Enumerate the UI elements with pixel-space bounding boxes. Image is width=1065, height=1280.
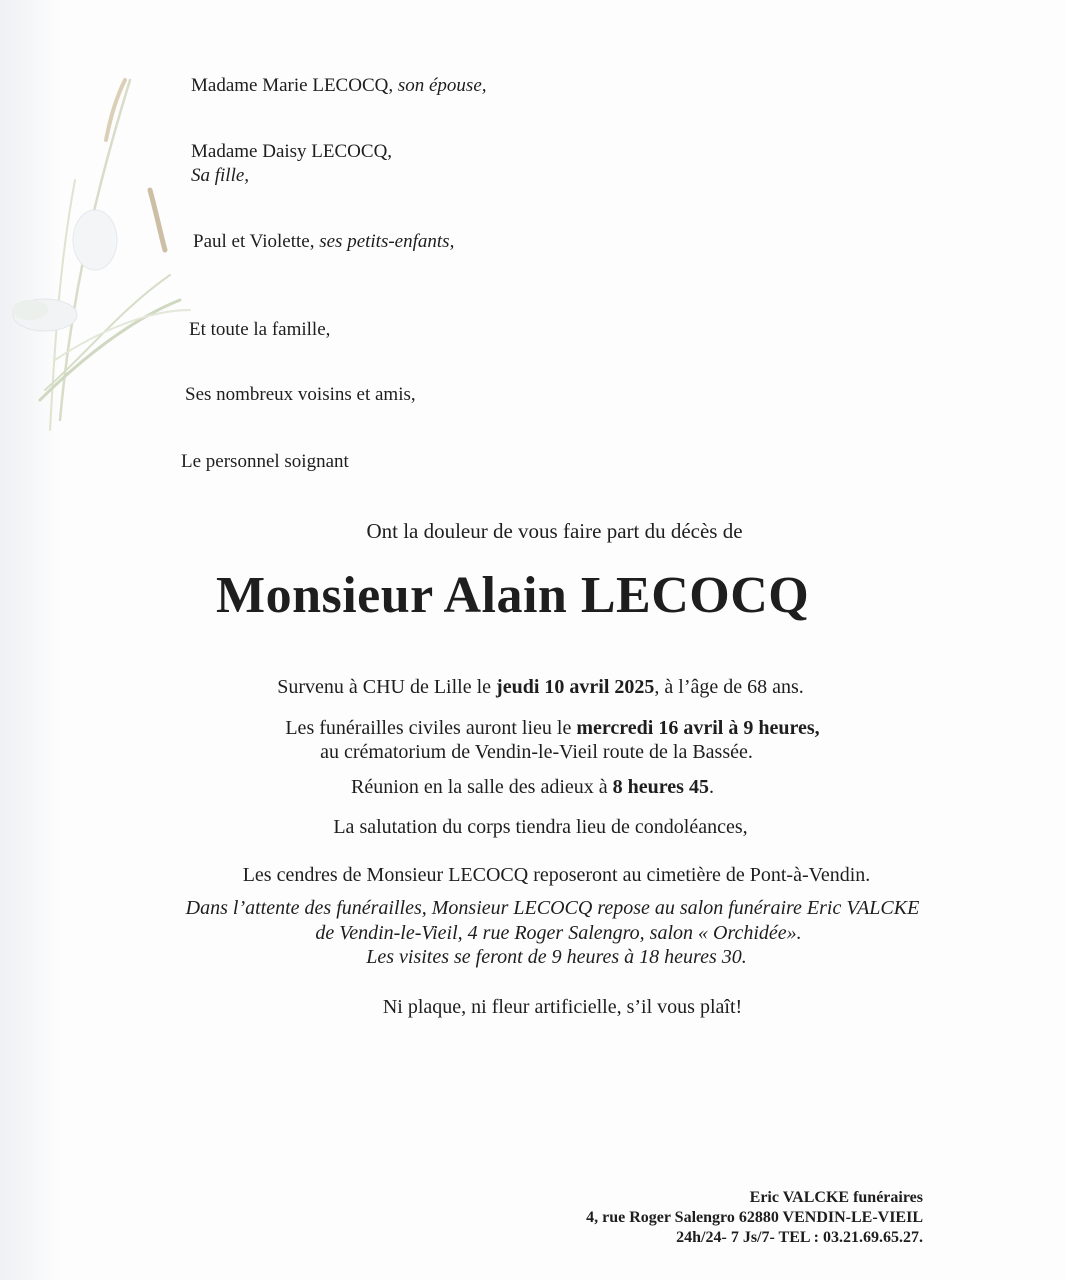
meeting-time: 8 heures 45 xyxy=(612,776,709,798)
salutation-line: La salutation du corps tiendra lieu de condoléances, xyxy=(333,816,748,838)
deceased-name: Monsieur Alain LECOCQ xyxy=(216,567,810,624)
grandchildren-role: ses petits-enfants, xyxy=(319,231,455,252)
lily-decoration-icon xyxy=(0,60,200,440)
funeral-text: Les funérailles civiles auront lieu le xyxy=(285,717,577,739)
daughter-name: Madame Daisy LECOCQ, xyxy=(191,141,393,162)
ashes-line: Les cendres de Monsieur LECOCQ reposeront au cimetière de Pont-à-Vendin. xyxy=(242,864,871,886)
rest-line-1: Dans l’attente des funérailles, Monsieur LECOCQ repose au salon funéraire Eric VALCKE xyxy=(185,897,920,919)
announcement-text: Ont la douleur de vous faire part du décès de xyxy=(366,519,743,543)
footer-contact: 24h/24- 7 Js/7- TEL : 03.21.69.65.27. xyxy=(676,1229,923,1246)
rest-line-3: Les visites se feront de 9 heures à 18 heures 30. xyxy=(366,946,747,968)
spouse-name: Madame Marie LECOCQ, xyxy=(191,75,394,96)
death-text: Survenu à CHU de Lille le xyxy=(277,676,497,698)
rest-line-2: de Vendin-le-Vieil, 4 rue Roger Salengro, salon « Orchidée». xyxy=(315,922,802,944)
daughter-role: Sa fille, xyxy=(191,165,250,186)
funeral-date: mercredi 16 avril à 9 heures, xyxy=(576,717,820,739)
death-line xyxy=(8,674,1065,700)
grandchildren-names: Paul et Violette, xyxy=(193,231,315,252)
meeting-end: . xyxy=(708,776,714,798)
footer-address: 4, rue Roger Salengro 62880 VENDIN-LE-VIEIL xyxy=(586,1209,923,1226)
funeral-line xyxy=(20,715,1065,741)
death-age: , à l’âge de 68 ans. xyxy=(654,676,804,698)
funeral-place: au crématorium de Vendin-le-Vieil route de la Bassée. xyxy=(320,741,753,763)
family-line-care-staff: Le personnel soignant xyxy=(181,451,349,472)
meeting-text: Réunion en la salle des adieux à xyxy=(351,776,613,798)
footer-company: Eric VALCKE funéraires xyxy=(749,1189,923,1206)
family-line-spouse xyxy=(191,74,487,98)
meeting-line xyxy=(0,774,1065,800)
family-line-neighbours: Ses nombreux voisins et amis, xyxy=(185,384,416,405)
family-line-all: Et toute la famille, xyxy=(189,319,331,340)
death-date: jeudi 10 avril 2025 xyxy=(496,676,655,698)
request-line: Ni plaque, ni fleur artificielle, s’il vous plaît! xyxy=(382,996,743,1018)
family-line-grandchildren xyxy=(193,230,454,254)
spouse-role: son épouse, xyxy=(397,75,487,96)
